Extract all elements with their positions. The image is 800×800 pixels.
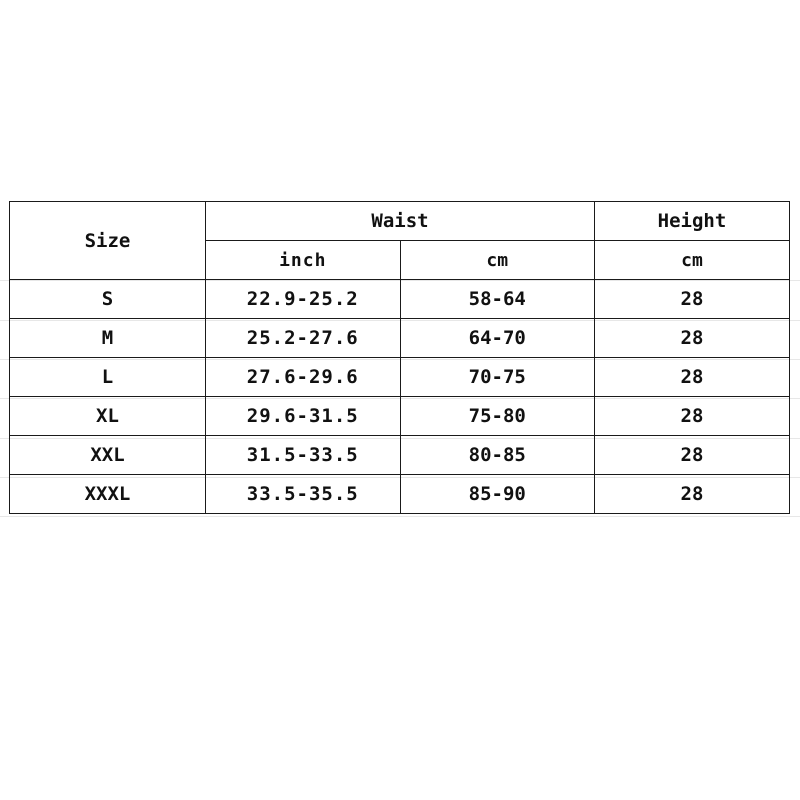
cell-waist-inch: 25.2-27.6 — [206, 319, 401, 358]
header-height: Height — [595, 202, 790, 241]
cell-waist-cm: 75-80 — [400, 397, 595, 436]
table-row — [10, 319, 790, 358]
cell-size: XL — [10, 397, 206, 436]
header-size: Size — [10, 202, 206, 280]
cell-size: XXL — [10, 436, 206, 475]
cell-waist-inch: 29.6-31.5 — [206, 397, 401, 436]
table-row — [10, 358, 790, 397]
cell-waist-cm: 85-90 — [400, 475, 595, 514]
cell-waist-inch: 33.5-35.5 — [206, 475, 401, 514]
cell-waist-inch: 22.9-25.2 — [206, 280, 401, 319]
size-chart-table — [9, 201, 790, 514]
cell-waist-inch: 31.5-33.5 — [206, 436, 401, 475]
cell-size: M — [10, 319, 206, 358]
table-row — [10, 280, 790, 319]
table-row — [10, 436, 790, 475]
cell-height: 28 — [595, 358, 790, 397]
cell-height: 28 — [595, 475, 790, 514]
table-row — [10, 397, 790, 436]
cell-waist-cm: 70-75 — [400, 358, 595, 397]
cell-size: XXXL — [10, 475, 206, 514]
cell-size: S — [10, 280, 206, 319]
header-waist: Waist — [206, 202, 595, 241]
cell-height: 28 — [595, 397, 790, 436]
subheader-height-cm: cm — [595, 241, 790, 280]
cell-size: L — [10, 358, 206, 397]
cell-height: 28 — [595, 319, 790, 358]
subheader-waist-cm: cm — [400, 241, 595, 280]
cell-height: 28 — [595, 280, 790, 319]
cell-waist-inch: 27.6-29.6 — [206, 358, 401, 397]
faint-ruling-line — [0, 516, 800, 517]
cell-waist-cm: 80-85 — [400, 436, 595, 475]
header-row — [10, 202, 790, 241]
cell-waist-cm: 58-64 — [400, 280, 595, 319]
table-row — [10, 475, 790, 514]
cell-height: 28 — [595, 436, 790, 475]
subheader-waist-inch: inch — [206, 241, 401, 280]
cell-waist-cm: 64-70 — [400, 319, 595, 358]
